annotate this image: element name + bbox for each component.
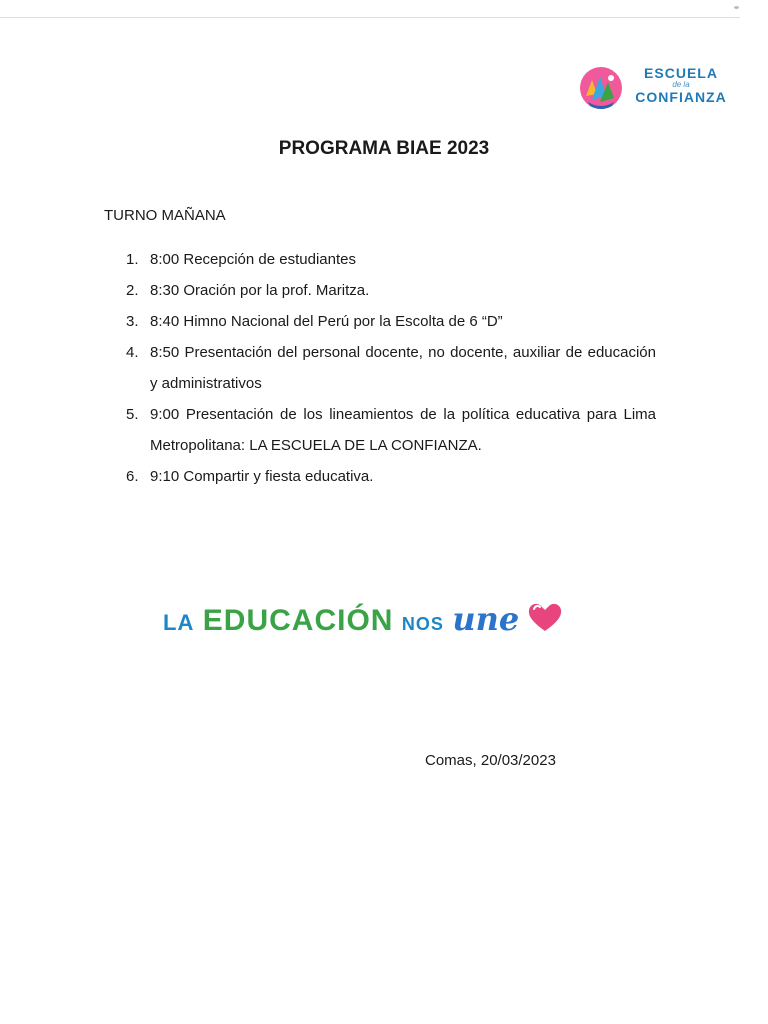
item-number: 4. [126, 344, 139, 361]
scan-top-edge [0, 17, 740, 18]
escuela-confianza-logo [578, 64, 728, 112]
slogan-nos: NOS [401, 614, 444, 634]
item-text: 8:30 Oración por la prof. Maritza. [150, 282, 370, 299]
logo-wordmark [631, 66, 731, 104]
slogan-banner [163, 600, 564, 646]
document-title: PROGRAMA BIAE 2023 [278, 138, 490, 159]
item-text: 8:00 Recepción de estudiantes [150, 251, 356, 268]
program-list [126, 244, 656, 492]
item-number: 6. [126, 468, 139, 485]
hands-logo-icon [578, 66, 624, 110]
shift-heading: TURNO MAÑANA [104, 207, 226, 224]
slogan-la: LA [163, 610, 195, 635]
item-number: 3. [126, 313, 139, 330]
item-text: 8:50 Presentación del personal docente, no docente, auxiliar de educación y administrativos [150, 344, 656, 392]
slogan-educacion: EDUCACIÓN [202, 604, 394, 637]
item-number: 5. [126, 406, 139, 423]
scan-speck [734, 6, 739, 9]
item-number: 2. [126, 282, 139, 299]
heart-icon [526, 600, 564, 634]
program-item [126, 306, 656, 337]
logo-line-de-la: de la [672, 80, 690, 89]
item-text: 9:00 Presentación de los lineamientos de la política educativa para Lima Metropolitana: LA ESCUELA DE LA CONFIANZA. [150, 406, 656, 454]
logo-line-confianza: CONFIANZA [635, 89, 727, 105]
place-date: Comas, 20/03/2023 [425, 752, 556, 769]
logo-line-escuela: ESCUELA [644, 65, 718, 81]
item-text: 9:10 Compartir y fiesta educativa. [150, 468, 374, 485]
program-item [126, 461, 656, 492]
program-item [126, 399, 656, 461]
slogan-une: une [452, 600, 520, 638]
item-number: 1. [126, 251, 139, 268]
program-item [126, 275, 656, 306]
program-item [126, 337, 656, 399]
item-text: 8:40 Himno Nacional del Perú por la Escolta de 6 “D” [150, 313, 503, 330]
program-item [126, 244, 656, 275]
